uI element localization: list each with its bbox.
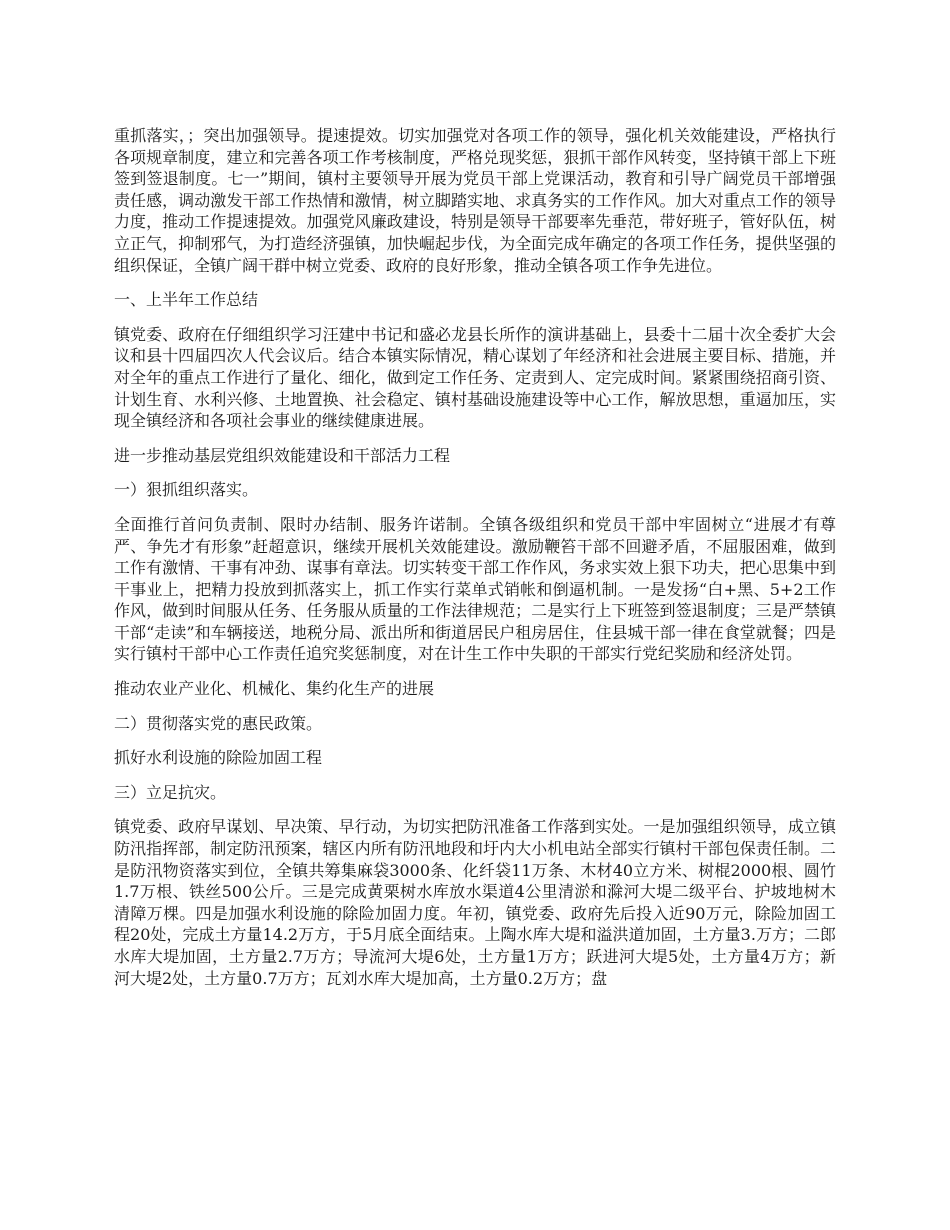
subheading-disaster-relief: 三）立足抗灾。 [114, 782, 227, 802]
paragraph-leadership: 重抓落实，；突出加强领导。提速提效。切实加强党对各项工作的领导，强化机关效能建设，严格执行各项规章制度，建立和完善各项工作考核制度，严格兑现奖惩，狠抓干部作风转变，坚持镇干部上下班签到签退制度。七一”期间，镇村主要领导开展为党员干部上党课活动，教育和引导广阔党员干部增强责任感，调动激发干部工作热情和激情，树立脚踏实地、求真务实的工作作风。加大对重点工作的领导力度，推动工作提速提效。加强党风廉政建设，特别是领导干部要率先垂范，带好班子，管好队伍，树立正气，抑制邪气，为打造经济强镇，加快崛起步伐，为全面完成年确定的各项工作任务，提供坚强的组织保证，全镇广阔干群中树立党委、政府的良好形象，推动全镇各项工作争先进位。 [114, 126, 836, 275]
subheading-organization: 一）狠抓组织落实。 [114, 480, 259, 500]
paragraph-responsibility-system: 全面推行首问负责制、限时办结制、服务许诺制。全镇各级组织和党员干部中牢固树立“进展才有尊严、争先才有形象”赶超意识，继续开展机关效能建设。激励鞭笞干部不回避矛盾，不屈服困难，做到工作有激情、干事有冲劲、谋事有章法。切实转变干部工作作风，务求实效上狠下功夫，把心思集中到干事业上，把精力投放到抓落实上，抓工作实行菜单式销帐和倒逼机制。一是发扬“白+黑、5+2工作作风，做到时间服从任务、任务服从质量的工作法律规范；二是实行上下班签到签退制度；三是严禁镇干部“走读”和车辆接送，地税分局、派出所和街道居民户租房居住，住县城干部一律在食堂就餐；四是实行镇村干部中心工作责任追究奖惩制度，对在计生工作中失职的干部实行党纪奖励和经济处罚。 [114, 514, 836, 664]
paragraph-summary: 镇党委、政府在仔细组织学习汪建中书记和盛必龙县长所作的演讲基础上，县委十二届十次全委扩大会议和县十四届四次人代会议后。结合本镇实际情况，精心谋划了年经济和社会进展主要目标、措施，并对全年的重点工作进行了量化、细化，做到定工作任务、定责到人、定完成时间。紧紧围绕招商引资、计划生育、水利兴修、土地置换、社会稳定、镇村基础设施建设等中心工作，解放思想，重逼加压，实现全镇经济和各项社会事业的继续健康进展。 [114, 324, 836, 431]
subheading-agriculture: 推动农业产业化、机械化、集约化生产的进展 [114, 679, 435, 699]
subheading-policy: 二）贯彻落实党的惠民政策。 [114, 713, 323, 733]
document-page [114, 125, 836, 1002]
section-heading-half-year-summary: 一、上半年工作总结 [114, 290, 259, 310]
subheading-water-conservancy: 抓好水利设施的除险加固工程 [114, 748, 323, 768]
subheading-party-efficiency: 进一步推动基层党组织效能建设和干部活力工程 [114, 445, 451, 465]
paragraph-flood-prevention: 镇党委、政府早谋划、早决策、早行动，为切实把防汛准备工作落到实处。一是加强组织领导，成立镇防汛指挥部，制定防汛预案，辖区内所有防汛地段和圩内大小机电站全部实行镇村干部包保责任制。二是防汛物资落实到位，全镇共筹集麻袋3000条、化纤袋11万条、木材40立方米、树棍2000根、圆竹1.7万根、铁丝500公斤。三是完成黄栗树水库放水渠道4公里清淤和滁河大堤二级平台、护坡地树木清障万棵。四是加强水利设施的除险加固力度。年初，镇党委、政府先后投入近90万元，除险加固工程20处，完成土方量14.2万方，于5月底全面结束。上陶水库大堤和溢洪道加固，土方量3.万方；二郎水库大堤加固，土方量2.7万方；导流河大堤6处，土方量1万方；跃进河大堤5处，土方量4万方；新河大堤2处，土方量0.7万方；瓦刘水库大堤加高，土方量0.2万方；盘 [114, 817, 836, 988]
